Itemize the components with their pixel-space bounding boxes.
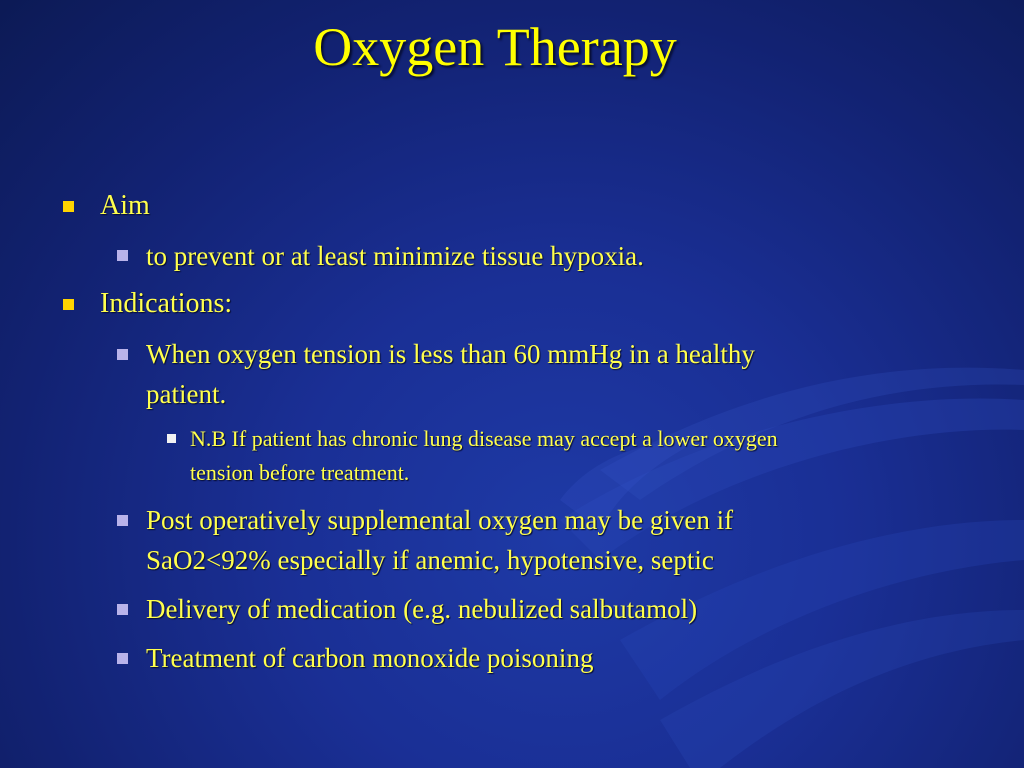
level2-bullet [117,349,128,360]
level2-bullet [117,515,128,526]
bullet-aim-description: to prevent or at least minimize tissue hypoxia. [146,241,644,271]
bullet-indication-post-operative-line1: Post operatively supplemental oxygen may be given if [146,505,734,535]
bullet-note-chronic-lung-line2: tension before treatment. [190,460,410,485]
level2-bullet [117,250,128,261]
bullet-aim: Aim [100,190,150,221]
bullet-note-chronic-lung-line1: N.B If patient has chronic lung disease may accept a lower oxygen [190,426,778,451]
level1-bullet [63,201,74,212]
slide-title: Oxygen Therapy [313,17,677,77]
bullet-indications: Indications: [100,288,233,319]
bullet-indication-oxygen-tension-line1: When oxygen tension is less than 60 mmHg in a healthy [146,339,755,369]
level2-bullet [117,653,128,664]
level2-bullet [117,604,128,615]
bullet-indication-carbon-monoxide: Treatment of carbon monoxide poisoning [146,643,594,673]
level1-bullet [63,299,74,310]
bullet-indication-medication-delivery: Delivery of medication (e.g. nebulized salbutamol) [146,594,698,624]
level3-bullet [167,434,176,443]
bullet-indication-post-operative-line2: SaO2<92% especially if anemic, hypotensive, septic [146,545,714,575]
bullet-indication-oxygen-tension-line2: patient. [146,379,227,409]
